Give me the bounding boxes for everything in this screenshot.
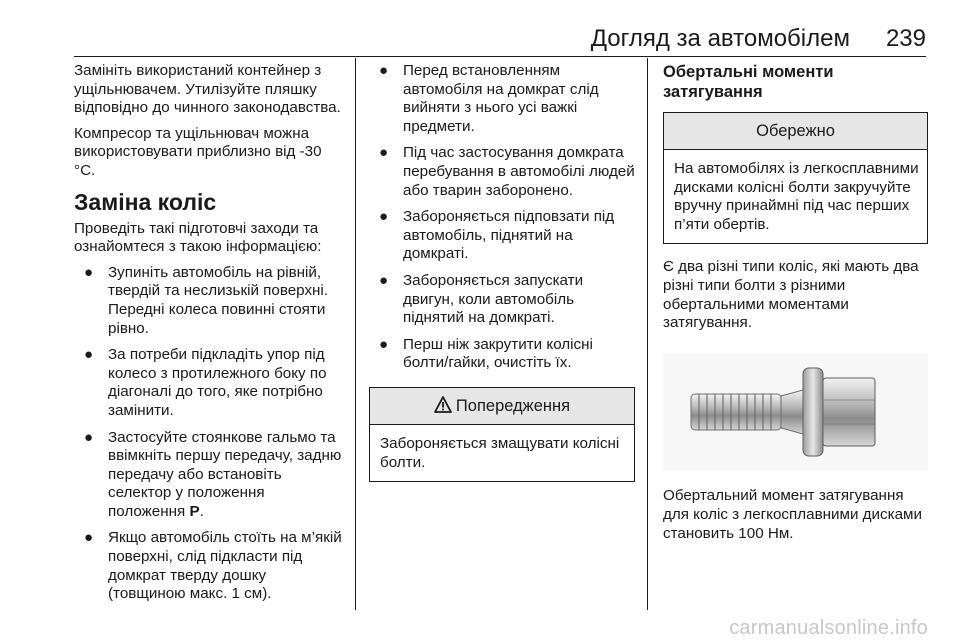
- header-title: Догляд за автомобілем: [590, 25, 850, 52]
- gear-position-p: P: [189, 502, 200, 520]
- list-item: ● Під час застосування домкрата перебування в автомобілі людей або тварин заборонено.: [379, 144, 635, 199]
- paragraph-wheel-types: Є два різні типи коліс, які мають два різні типи болти з різними обертальними моментами затягування.: [663, 258, 919, 332]
- list-item: ● Забороняється підповзати під автомобіль, піднятий на домкраті.: [379, 208, 615, 263]
- list-item: ● Якщо автомобіль стоїть на м’якій поверхні, слід підкласти під домкрат тверду дошку (товщиною макс. 1 см).: [84, 529, 342, 603]
- bullet-icon: ●: [379, 208, 389, 226]
- caution-text: На автомобілях із легкосплавними дисками колісні болти закручуйте вручну принаймні під час перших п’яти обертів.: [674, 160, 919, 233]
- paragraph-compressor-temp: Компресор та ущільнювач можна використовувати приблизно від -30 °C.: [74, 124, 322, 179]
- warning-triangle-icon: [434, 396, 452, 413]
- caution-box: [663, 112, 928, 244]
- paragraph-intro: Проведіть такі підготовчі заходи та ознайомтеся з такою інформацією:: [74, 219, 322, 256]
- warning-title: Попередження: [455, 396, 571, 415]
- warning-box-header: [370, 388, 634, 425]
- column-1: [74, 62, 344, 612]
- wheel-bolt-illustration: [663, 354, 928, 470]
- section-heading-torque: Обертальні моменти затягування: [663, 63, 834, 101]
- jack-safety-list: [369, 62, 635, 373]
- paragraph-sealant-disposal: Замініть використаний контейнер з ущільнювачем. Утилізуйте пляшку відповідно до чинного законодавства.: [74, 62, 341, 117]
- bullet-icon: ●: [379, 271, 389, 289]
- column-3: [663, 62, 928, 550]
- list-item: ● Перш ніж закрутити колісні болти/гайки, очистіть їх.: [379, 335, 593, 372]
- bullet-icon: ●: [84, 428, 94, 446]
- column-divider-2: [647, 58, 648, 610]
- warning-box: [369, 387, 635, 482]
- column-2: [369, 62, 635, 482]
- bullet-icon: ●: [84, 529, 94, 547]
- warning-text: Забороняється змащувати колісні болти.: [380, 434, 620, 471]
- watermark: carmanualsonline.info: [729, 617, 928, 639]
- preparation-list: [74, 264, 344, 604]
- page-header: [74, 24, 926, 58]
- bullet-icon: ●: [84, 263, 94, 281]
- list-item: ● Забороняється запускати двигун, коли автомобіль піднятий на домкраті.: [379, 271, 584, 327]
- section-heading-wheel-change: Заміна коліс: [74, 188, 217, 215]
- header-rule: [74, 56, 926, 57]
- caution-box-header: Обережно: [664, 113, 927, 150]
- list-item: ● Перед встановленням автомобіля на домкрат слід вийняти з нього усі важкі предмети.: [379, 62, 599, 135]
- list-item: ● Зупиніть автомобіль на рівній, твердій та неслизькій поверхні. Передні колеса повинні стояти рівно.: [84, 263, 329, 337]
- column-divider-1: [355, 58, 356, 610]
- bullet-icon: ●: [84, 346, 94, 364]
- list-item: ● За потреби підкладіть упор під колесо з протилежного боку по діагоналі до того, яке потрібно замінити.: [84, 346, 327, 419]
- page-number: 239: [885, 25, 926, 52]
- list-item: ● Застосуйте стоянкове гальмо та ввімкніть першу передачу, задню передачу або встановіть селектор у положення положення P.: [84, 428, 342, 520]
- bullet-icon: ●: [379, 144, 389, 162]
- paragraph-torque-value: Обертальний момент затягування для коліс з легкосплавними дисками становить 100 Нм.: [663, 487, 922, 542]
- bullet-icon: ●: [379, 335, 389, 353]
- bullet-icon: ●: [379, 62, 389, 79]
